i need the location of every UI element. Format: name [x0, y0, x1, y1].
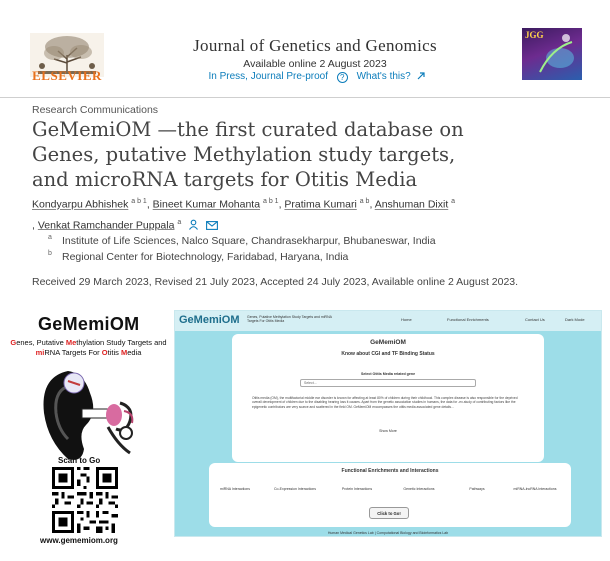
scan-to-go-label: Scan to Go	[58, 456, 101, 465]
functional-enrichments-panel	[209, 463, 571, 527]
site-tagline: Genes, Putative Methylation Study Targets and miRNA Targets For Otitis Media	[247, 315, 332, 323]
click-to-go-button[interactable]: Click to Go!	[369, 507, 409, 519]
fe-coexpression-interactions[interactable]: Co-Expression Interactions	[273, 487, 317, 491]
affiliation-b	[48, 250, 349, 263]
journal-title[interactable]: Journal of Genetics and Genomics	[193, 36, 437, 55]
affiliation-text: Institute of Life Sciences, Nalco Square, Chandrasekharpur, Bhubaneswar, India	[62, 235, 436, 247]
fe-mirna-interactions[interactable]: miRNA Interactions	[220, 487, 250, 491]
subtitle-letter: O	[101, 348, 108, 357]
subtitle-letter: Me	[65, 338, 77, 347]
website-url[interactable]: www.gememiom.org	[40, 536, 118, 545]
author-affiliation-marker[interactable]: a b 1	[131, 198, 147, 205]
fe-pathways[interactable]: Pathways	[469, 487, 485, 491]
affiliation-key: b	[48, 250, 52, 257]
select-label: Select Otitis Media related gene	[360, 372, 416, 376]
article-history: Received 29 March 2023, Revised 21 July 2023, Accepted 24 July 2023, Available online 2 August 2023.	[32, 276, 519, 288]
whats-this-link[interactable]: What's this?	[356, 71, 411, 82]
site-logo[interactable]: GeMemiOM	[179, 314, 240, 326]
subtitle-text: thylation Study Targets and	[76, 338, 167, 347]
author-affiliation-marker[interactable]: a b 1	[263, 198, 279, 205]
nav-dark-mode[interactable]: Dark Mode	[565, 317, 585, 322]
affiliation-key: a	[48, 234, 52, 241]
subtitle-letter: M	[120, 348, 128, 357]
subtitle-text: RNA Targets For	[44, 348, 102, 357]
in-press-status: In Press, Journal Pre-proof	[208, 71, 328, 82]
qr-code[interactable]	[52, 467, 118, 533]
question-icon[interactable]: ?	[337, 72, 348, 83]
title-line: GeMemiOM —the first curated database on	[32, 118, 464, 141]
journal-cover-thumbnail[interactable]	[522, 28, 582, 80]
person-icon[interactable]	[188, 219, 199, 230]
author-link[interactable]: Anshuman Dixit	[374, 198, 449, 211]
show-more-link[interactable]: Show More	[379, 429, 397, 433]
mail-icon[interactable]	[206, 221, 218, 230]
graphical-abstract-poster	[0, 308, 170, 561]
title-line: and microRNA targets for Otitis Media	[32, 168, 418, 191]
gememiom-logo: GeMemiOM	[38, 314, 140, 334]
external-link-icon[interactable]	[417, 72, 425, 80]
website-screenshot	[174, 310, 602, 537]
search-panel	[232, 334, 544, 462]
fe-genetic-interactions[interactable]: Genetic Interactions	[403, 487, 435, 491]
fe-mirna-lncrna-interactions[interactable]: miRNA-lncRNA Interactions	[513, 487, 557, 491]
author-link[interactable]: Venkat Ramchander Puppala	[37, 219, 175, 231]
author-affiliation-marker[interactable]: a	[451, 198, 456, 205]
subtitle-letter: mi	[35, 348, 45, 357]
fe-protein-interactions[interactable]: Protein Interactions	[341, 487, 373, 491]
available-online-date: Available online 2 August 2023	[243, 58, 387, 70]
affiliation-a	[48, 234, 436, 247]
gene-select[interactable]: Select...	[300, 379, 476, 387]
nav-home[interactable]: Home	[401, 317, 412, 322]
nav-functional-enrichments[interactable]: Functional Enrichments	[447, 317, 489, 322]
author-affiliation-marker[interactable]: a	[177, 218, 182, 226]
author-link[interactable]: Kondyarpu Abhishek	[32, 198, 129, 211]
gememiom-subtitle	[6, 338, 171, 358]
author-list: Kondyarpu Abhishek $^{a b 1}$, Bineet Kumar Mohanta $^{a b 1}$, Pratima Kumari $^{a b}$, Anshuman Dixit $^a$ , Venkat Ramchander Puppala $^a$	[32, 198, 456, 231]
subtitle-letter: G	[10, 338, 17, 347]
author-link[interactable]: Pratima Kumari	[284, 198, 357, 211]
ear-anatomy-illustration	[38, 363, 140, 463]
site-footer: Human Medical Genetics Lab | Computational Biology and Bioinformatics Lab	[327, 531, 449, 535]
author-link[interactable]: Bineet Kumar Mohanta	[152, 198, 261, 211]
title-line: Genes, putative Methylation study targets,	[32, 143, 456, 166]
subtitle-text: edia	[127, 348, 142, 357]
publication-status-row	[120, 71, 510, 83]
nav-contact-us[interactable]: Contact Us	[525, 317, 545, 322]
fe-title: Functional Enrichments and Interactions	[341, 468, 439, 474]
site-navbar	[175, 311, 601, 331]
cover-label: JGG	[525, 30, 544, 40]
elsevier-wordmark: ELSEVIER	[32, 68, 102, 83]
author-affiliation-marker[interactable]: a b	[359, 198, 370, 205]
affiliation-text: Regional Center for Biotechnology, Faridabad, Haryana, India	[62, 251, 349, 263]
subtitle-text: titis	[107, 348, 121, 357]
panel-title: GeMemiOM	[370, 339, 406, 346]
article-section: Research Communications	[32, 104, 159, 116]
panel-subtitle: Know about CGI and TF Binding Status	[341, 351, 435, 357]
subtitle-text: enes, Putative	[16, 338, 66, 347]
article-title	[32, 117, 592, 192]
cover-artwork	[522, 28, 582, 80]
description-text: Otitis media (OM), the multifactorial middle ear disorder is known for affecting at least 80% of children during their childhood. This complex disease is also responsible for the deprived overall development of children due to the disabling hearing loss it causes. Apart from the genetic association studies in humans, the data for -ex-study of contributing factors like the epigenetic contributors are very scarce and scattered in the field OM. GeMemiOM encompasses the otitis media associated gene details...	[252, 396, 518, 409]
journal-header	[0, 0, 610, 98]
